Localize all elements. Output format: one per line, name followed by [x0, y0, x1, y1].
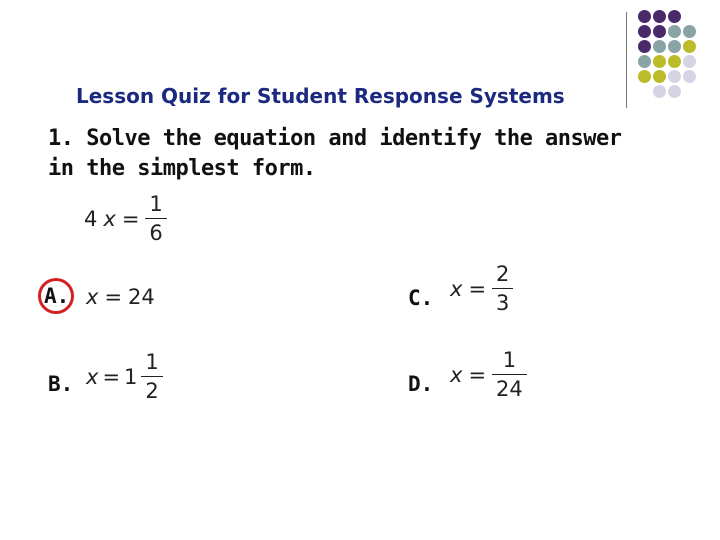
decorative-dot [653, 70, 666, 83]
decorative-dot [653, 55, 666, 68]
choice-d-label[interactable]: D. [408, 372, 434, 396]
decorative-dot [683, 55, 696, 68]
equation-numerator: 1 [149, 192, 163, 216]
question-line-2: in the simplest form. [48, 156, 316, 181]
decorative-dot [683, 40, 696, 53]
choice-d-variable: x [450, 363, 463, 387]
choice-d[interactable] [450, 350, 527, 400]
equation [84, 194, 167, 244]
choice-b[interactable] [86, 352, 163, 402]
choice-d-equals: = [468, 363, 487, 387]
choice-d-fraction [492, 350, 527, 400]
choice-a-equals: = [104, 285, 123, 309]
choice-b-variable: x [86, 365, 99, 389]
choice-a-variable: x [86, 285, 99, 309]
question-text [48, 124, 668, 184]
choice-b-fraction [141, 352, 162, 402]
choice-a-label[interactable]: A. [44, 284, 70, 308]
choice-d-denominator: 24 [492, 374, 527, 400]
decorative-dot [638, 70, 651, 83]
equation-fraction [145, 194, 166, 244]
decorative-dot [638, 40, 651, 53]
decorative-dot [638, 55, 651, 68]
decorative-divider [626, 12, 627, 108]
choice-c-denominator: 3 [492, 288, 513, 314]
decorative-dot [668, 55, 681, 68]
choice-a[interactable] [86, 285, 155, 309]
decorative-dot [683, 25, 696, 38]
choice-c-label[interactable]: C. [408, 286, 434, 310]
decorative-dot [668, 25, 681, 38]
page-title: Lesson Quiz for Student Response Systems [76, 84, 565, 108]
equation-denominator: 6 [145, 218, 166, 244]
decorative-dot [653, 25, 666, 38]
choice-c-variable: x [450, 277, 463, 301]
decorative-dot [668, 10, 681, 23]
equation-coefficient: 4 [84, 207, 98, 231]
decorative-dot [668, 40, 681, 53]
choice-c-numerator: 2 [496, 262, 510, 286]
choice-b-denominator: 2 [141, 376, 162, 402]
question-line-1: 1. Solve the equation and identify the answer [48, 126, 622, 151]
decorative-dot [653, 85, 666, 98]
decorative-dot [653, 40, 666, 53]
decorative-dot [638, 25, 651, 38]
decorative-dot [653, 10, 666, 23]
choice-b-label[interactable]: B. [48, 372, 74, 396]
choice-c-equals: = [468, 277, 487, 301]
decorative-dot [683, 70, 696, 83]
decorative-dot [638, 10, 651, 23]
decorative-dot [668, 85, 681, 98]
equation-variable: x [103, 207, 116, 231]
choice-b-equals: = [102, 365, 121, 389]
choice-a-value: 24 [128, 285, 155, 309]
choice-b-numerator: 1 [145, 350, 159, 374]
equation-equals: = [121, 207, 140, 231]
choice-b-whole: 1 [124, 365, 138, 389]
decorative-dot [668, 70, 681, 83]
choice-c[interactable] [450, 264, 513, 314]
choice-c-fraction [492, 264, 513, 314]
choice-d-numerator: 1 [502, 348, 517, 372]
